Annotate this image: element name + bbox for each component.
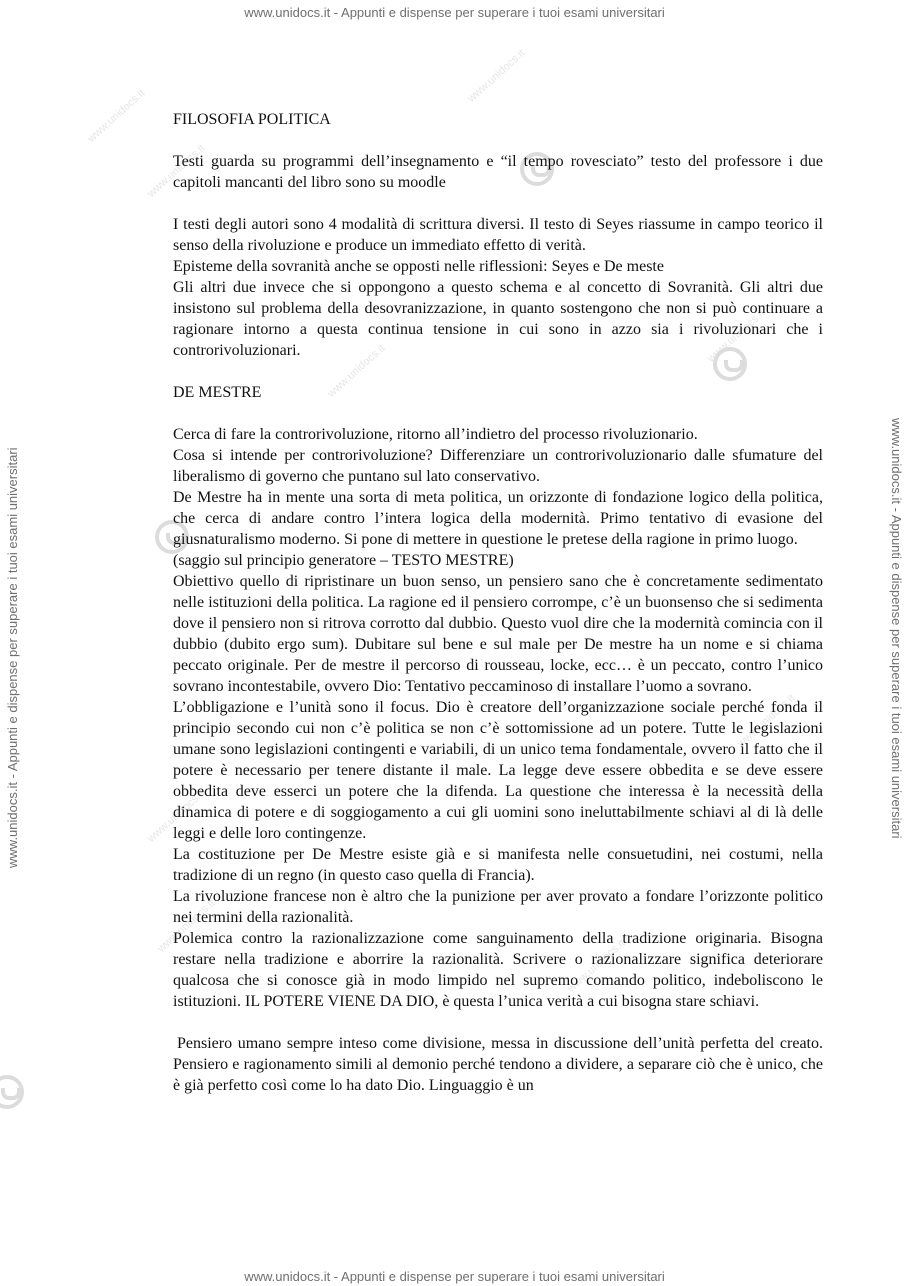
paragraph: La rivoluzione francese non è altro che la punizione per aver provato a fondare l’orizzonte politico nei termini della razionalità. bbox=[173, 888, 823, 926]
watermark-brand-text: www.unidocs.it bbox=[145, 787, 208, 845]
paragraph: Cerca di fare la controrivoluzione, ritorno all’indietro del processo rivoluzionario. bbox=[173, 426, 698, 443]
paragraph: I testi degli autori sono 4 modalità di scrittura diversi. Il testo di Seyes riassume in campo teorico il senso della rivoluzione e produce un immediato effetto di verità. bbox=[173, 216, 823, 254]
paragraph: (saggio sul principio generatore – TESTO MESTRE) bbox=[173, 552, 514, 569]
watermark-banner-right: www.unidocs.it - Appunti e dispense per superare i tuoi esami universitari bbox=[889, 418, 904, 839]
watermark-brand-text: www.unidocs.it bbox=[735, 692, 798, 750]
watermark-banner-bottom: www.unidocs.it - Appunti e dispense per superare i tuoi esami universitari bbox=[244, 1269, 665, 1284]
paragraph: Cosa si intende per controrivoluzione? Differenziare un controrivoluzionario dalle sfumature del liberalismo di governo che puntano sul lato conservativo. bbox=[173, 447, 823, 485]
paragraph: Polemica contro la razionalizzazione come sanguinamento della tradizione originaria. Bisogna restare nella tradizione e aborrire la razionalità. Scrivere o razionalizzare significa deteriorare qualcosa che si conosce già in modo limpido nel supremo comando politico, indeboliscono le istituzioni. IL POTERE VIENE DA DIO, è questa l’unica verità a cui bisogna stare schiavi. bbox=[173, 930, 823, 1010]
paragraph: Gli altri due invece che si oppongono a questo schema e al concetto di Sovranità. Gli altri due insistono sul problema della desovranizzazione, in quanto sostengono che non si può continuare a ragionare intorno a questa continua tensione in cui sono in azzo sia i rivoluzionari che i controrivoluzionari. bbox=[173, 279, 823, 359]
paragraph: Pensiero umano sempre inteso come divisione, messa in discussione dell’unità perfetta del creato. Pensiero e ragionamento simili al demonio perché tendono a dividere, a separare ciò che è unico, che è già perfetto così come lo ha dato Dio. Linguaggio è un bbox=[173, 1035, 823, 1094]
watermark-brand-text: www.unidocs.it bbox=[705, 307, 768, 365]
watermark-banner-left: www.unidocs.it - Appunti e dispense per superare i tuoi esami universitari bbox=[5, 447, 20, 868]
paragraph: La costituzione per De Mestre esiste già e si manifesta nelle consuetudini, nei costumi, nella tradizione di un regno (in questo caso quella di Francia). bbox=[173, 846, 823, 884]
watermark-brand-text: www.unidocs.it bbox=[465, 47, 528, 105]
paragraph: Episteme della sovranità anche se opposti nelle riflessioni: Seyes e De meste bbox=[173, 258, 664, 275]
watermark-brand-text: www.unidocs.it bbox=[145, 142, 208, 200]
watermark-logo-icon bbox=[0, 1075, 24, 1109]
watermark-banner-top: www.unidocs.it - Appunti e dispense per superare i tuoi esami universitari bbox=[244, 5, 665, 20]
paragraph: Obiettivo quello di ripristinare un buon senso, un pensiero sano che è concretamente sedimentato nelle istituzioni della politica. La ragione ed il pensiero corrompe, c’è un buonsenso che si sedimenta dove il pensiero non si ritrova corrotto dal dubbio. Questo vuol dire che la modernità comincia con il dubbio (dubito ergo sum). Dubitare sul bene e sul male per De mestre ha un nome e si chiama peccato originale. Per de mestre il percorso di rousseau, locke, ecc… è un peccato, contro l’unico sovrano incontestabile, ovvero Dio: Tentativo peccaminoso di installare l’uomo a sovrano. bbox=[173, 573, 823, 695]
document-body bbox=[173, 109, 823, 1096]
watermark-brand-text: www.unidocs.it bbox=[85, 87, 148, 145]
paragraph: Testi guarda su programmi dell’insegnamento e “il tempo rovesciato” testo del professore i due capitoli mancanti del libro sono su moodle bbox=[173, 153, 823, 191]
document-title: FILOSOFIA POLITICA bbox=[173, 111, 331, 128]
watermark-brand-text: www.unidocs.it bbox=[155, 897, 218, 955]
paragraph: L’obbligazione e l’unità sono il focus. Dio è creatore dell’organizzazione sociale perché fonda il principio secondo cui non c’è politica se non c’è sottomissione ad un potere. Tutte le legislazioni umane sono legislazioni contingenti e variabili, di un unico tema fondamentale, ovvero il fatto che il potere è necessario per tenere distante il male. La legge deve essere obbedita e se deve essere obbedita deve esserci un potere che la difenda. La questione che interessa è la necessità della dinamica di potere e di soggiogamento a cui gli uomini sono ineluttabilmente schiavi al di là delle leggi e delle loro contingenze. bbox=[173, 699, 823, 842]
watermark-brand-text: www.unidocs.it bbox=[565, 937, 628, 995]
paragraph: De Mestre ha in mente una sorta di meta politica, un orizzonte di fondazione logico della politica, che cerca di andare contro l’intera logica della modernità. Primo tentativo di evasione del giusnaturalismo moderno. Si pone di mettere in questione le pretese della ragione in primo luogo. bbox=[173, 489, 823, 548]
section-heading: DE MESTRE bbox=[173, 384, 262, 401]
watermark-brand-text: www.unidocs.it bbox=[325, 342, 388, 400]
